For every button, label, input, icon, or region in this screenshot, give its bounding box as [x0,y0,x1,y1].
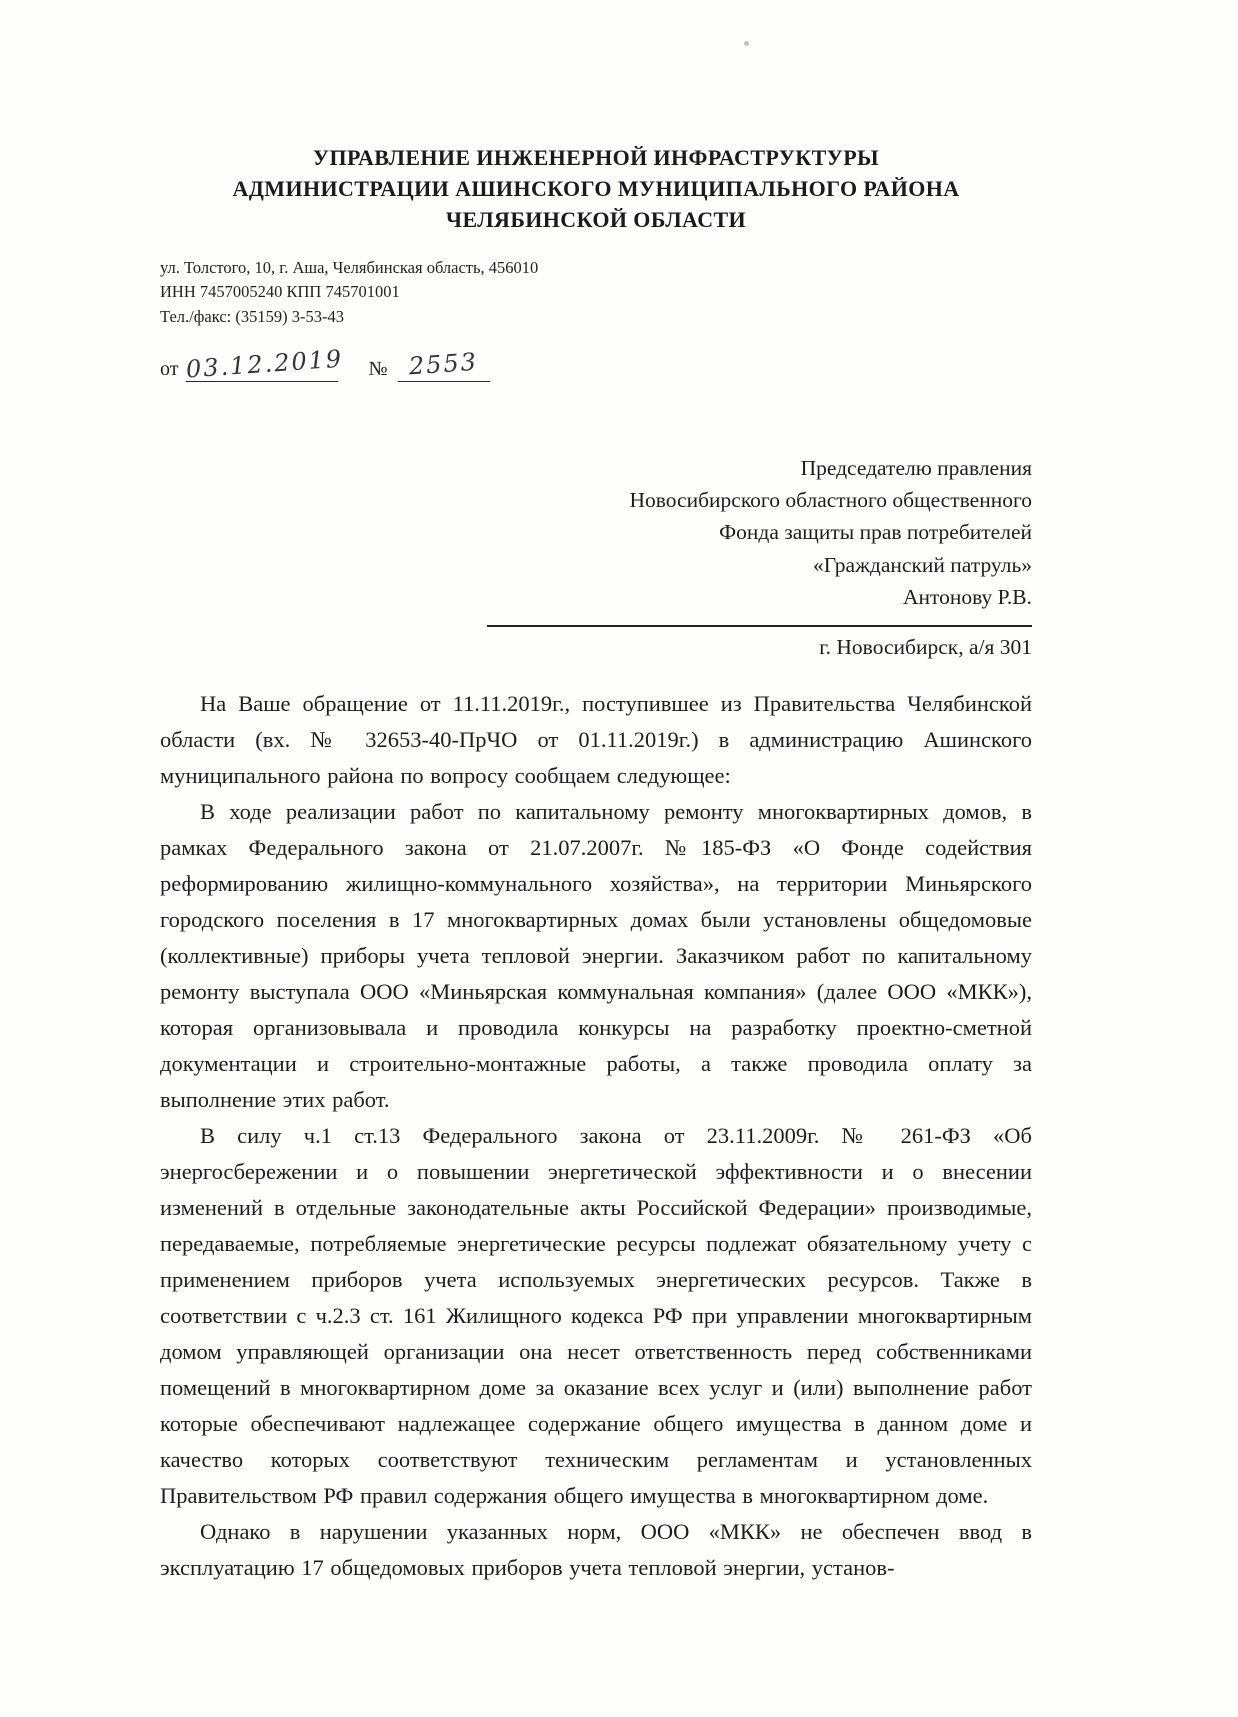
paragraph-1: На Ваше обращение от 11.11.2019г., поступившее из Правительства Челябинской области (вх. № 32653-40-ПрЧО от 01.11.2019г.) в администрацию Ашинского муниципального района по вопросу сообщаем следующее: [160,691,1032,789]
recipient-person: Антонову Р.В. [902,584,1032,609]
paragraph-2: В ходе реализации работ по капитальному ремонту многоквартирных домов, в рамках Федерального закона от 21.07.2007г. №185-ФЗ «О Фонде содействия реформированию жилищно-коммунального хозяйства», на территории Миньярского городского поселения в 17 многоквартирных домах были установлены общедомовые (коллективные) приборы учета тепловой энергии. Заказчиком работ по капитальному ремонту выступала ООО «Миньярская коммунальная компания» (далее ООО «МКК»), которая организовывала и проводила конкурсы на разработку проектно-сметной документации и строительно-монтажные работы, а также проводила оплату за выполнение этих работ. [160,799,1032,1113]
inn-kpp: ИНН 7457005240 КПП 745701001 [160,282,400,302]
letterhead-contacts [160,256,1032,330]
recipient-title: Председателю правления [800,455,1032,480]
org-name-line-3: ЧЕЛЯБИНСКОЙ ОБЛАСТИ [445,207,747,233]
number-label: № [368,357,388,380]
divider-line [487,625,1032,627]
letter-content [160,142,1032,1586]
number-blank [398,347,490,382]
phone-fax: Тел./факс: (35159) 3-53-43 [160,307,344,327]
letter-body [160,686,1032,1586]
scan-artifact-dot [744,41,749,46]
handwritten-date: 03.12.2019 [185,344,345,384]
recipient-block [160,452,1032,613]
recipient-org-line-1: Новосибирского областного общественного [629,488,1032,513]
reference-line [160,344,1032,384]
recipient-org-name: «Гражданский патруль» [812,552,1032,577]
paragraph-3: В силу ч.1 ст.13 Федерального закона от 23.11.2009г. № 261-ФЗ «Об энергосбережении и о повышении энергетической эффективности и о внесении изменений в отдельные законодательные акты Российской Федерации» производимые, передаваемые, потребляемые энергетические ресурсы подлежат обязательному учету с применением приборов учета используемых энергетических ресурсов. Также в соответствии с ч.2.3 ст. 161 Жилищного кодекса РФ при управлении многоквартирным домом управляющей организации она несет ответственность перед собственниками помещений в многоквартирном доме за оказание всех услуг и (или) выполнение работ которые обеспечивают надлежащее содержание общего имущества в данном доме и качество которых соответствуют техническим регламентам и установленных Правительством РФ правил содержания общего имущества в многоквартирном доме. [160,1123,1032,1509]
org-name-line-1: УПРАВЛЕНИЕ ИНЖЕНЕРНОЙ ИНФРАСТРУКТУРЫ [312,145,880,170]
recipient-org-line-2: Фонда защиты прав потребителей [719,520,1032,545]
from-label: от [160,357,179,380]
postal-address: ул. Толстого, 10, г. Аша, Челябинская область, 456010 [160,257,539,277]
letterhead [160,142,1032,236]
org-name-line-2: АДМИНИСТРАЦИИ АШИНСКОГО МУНИЦИПАЛЬНОГО РАЙОНА [232,176,960,202]
date-blank [185,344,345,384]
handwritten-number: 2553 [407,347,479,381]
recipient-city: г. Новосибирск, а/я 301 [819,635,1032,660]
paragraph-4: Однако в нарушении указанных норм, ООО «МКК» не обеспечен ввод в эксплуатацию 17 общедомовых приборов учета тепловой энергии, установ- [160,1519,1032,1581]
